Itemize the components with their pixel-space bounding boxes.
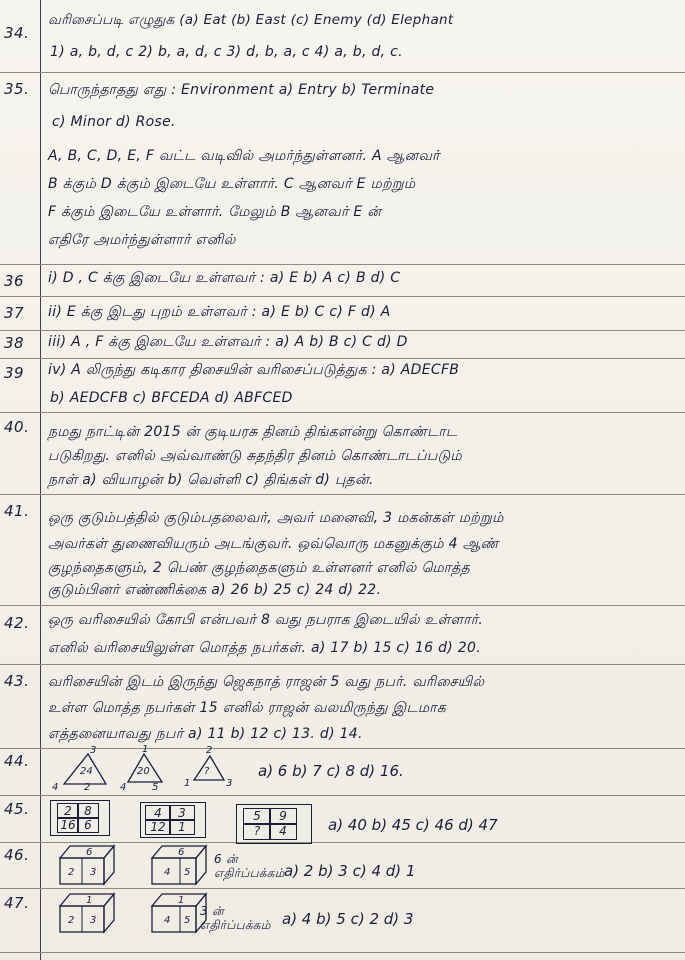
grid-cell: 5 [243,808,271,825]
triangle-1-right: 2 [84,782,91,793]
rule-line [0,412,685,413]
question-text: படுகிறது. எனில் அவ்வாண்டு சுதந்திர தினம் கொண்டாடப்படும் [48,448,462,464]
cube-1-side: 3 [90,915,97,926]
triangle-1-center: 24 [80,766,93,777]
answer-options: குடும்பினர் எண்ணிக்கை a) 26 b) 25 c) 24 d) 22. [48,582,382,598]
passage-text: எதிரே அமர்ந்துள்ளார் எனில் [48,232,236,248]
cube-1 [60,846,114,884]
triangle-3 [184,745,232,789]
question-number: 34. [4,24,30,42]
passage-text: F க்கும் இடையே உள்ளார். மேலும் B ஆனவர் E ன் [48,204,382,220]
triangle-1 [52,745,106,793]
grid-cell: 3 [169,805,195,821]
triangle-3-right: 3 [226,778,233,789]
rule-line [0,264,685,265]
rule-line [0,494,685,495]
grid-cell: 6 [77,817,99,833]
grid-cell: 2 [57,803,79,819]
cube-1-top: 6 [86,847,93,858]
number-grid-3 [236,804,312,844]
triangle-3-left: 1 [184,778,191,789]
answer-options: a) 2 b) 3 c) 4 d) 1 [284,862,416,880]
answer-options: 1) a, b, d, c 2) b, a, d, c 3) d, b, a, c 4) a, b, d, c. [50,44,403,60]
answer-options: a) 6 b) 7 c) 8 d) 16. [258,762,404,780]
cube-2-front: 4 [164,867,171,878]
triangle-puzzle [44,744,294,794]
answer-options: எத்தனையாவது நபர் a) 11 b) 12 c) 13. d) 14. [48,726,363,742]
number-grid-2 [140,802,206,838]
passage-text: A, B, C, D, E, F வட்ட வடிவில் அமர்ந்துள்ளனர். A ஆனவர் [48,148,440,164]
grid-cell: 12 [145,819,171,835]
question-number: 47. [4,894,30,912]
cube-puzzle [56,890,216,940]
cube-1-side: 3 [90,867,97,878]
cube-1-front: 2 [68,867,75,878]
triangle-2-left: 4 [120,782,127,793]
grid-cell: 16 [57,817,79,833]
question-number: 41. [4,502,30,520]
cube-1-top: 1 [86,895,93,906]
number-grid-1 [50,800,110,836]
rule-line [0,795,685,796]
cube-2-front: 4 [164,915,171,926]
grid-cell: 1 [169,819,195,835]
triangle-2-top: 1 [142,744,149,755]
grid-cell: ? [243,823,271,840]
answer-options: a) 40 b) 45 c) 46 d) 47 [328,816,498,834]
margin-line [40,0,41,960]
question-text: குழந்தைகளும், 2 பெண் குழந்தைகளும் உள்ளனர் எனில் மொத்த [48,560,471,576]
question-number: 35. [4,80,30,98]
cube-2-side: 5 [184,915,191,926]
answer-options: a) 4 b) 5 c) 2 d) 3 [282,910,414,928]
cube-2-top: 1 [178,895,185,906]
triangle-2-center: 20 [137,766,150,777]
question-text: 6 ன் எதிர்ப்பக்கம் [214,852,285,880]
question-text: ஒரு குடும்பத்தில் குடும்பதலைவர், அவர் மனைவி, 3 மகன்கள் மற்றும் [48,510,504,526]
question-number: 44. [4,752,30,770]
question-text: iv) A லிருந்து கடிகார திசையின் வரிசைப்படுத்துக : a) ADECFB [48,362,460,378]
triangle-3-top: 2 [206,745,213,756]
question-text: iii) A , F க்கு இடையே உள்ளவர் : a) A b) B c) C d) D [48,334,408,350]
rule-line [0,358,685,359]
answer-options: c) Minor d) Rose. [52,114,176,130]
grid-cell: 9 [269,808,297,825]
question-text: ii) E க்கு இடது புறம் உள்ளவர் : a) E b) C c) F d) A [48,304,391,320]
triangle-2 [120,744,162,793]
rule-line [0,952,685,953]
question-number: 38 [4,334,25,352]
question-number: 46. [4,846,30,864]
rule-line [0,72,685,73]
rule-line [0,330,685,331]
cube-2 [152,846,206,884]
rule-line [0,605,685,606]
question-text: உள்ள மொத்த நபர்கள் 15 எனில் ராஜன் வலமிருந்து இடமாக [48,700,447,716]
cube-puzzle [56,840,216,890]
cube-1-front: 2 [68,915,75,926]
answer-options: நாள் a) வியாழன் b) வெள்ளி c) திங்கள் d) புதன். [48,472,374,488]
question-text: நமது நாட்டின் 2015 ன் குடியரசு தினம் திங்களன்று கொண்டாட [48,424,458,440]
question-number: 39 [4,364,25,382]
question-text: i) D , C க்கு இடையே உள்ளவர் : a) E b) A c) B d) C [48,270,401,286]
cube-2-side: 5 [184,867,191,878]
question-number: 45. [4,800,30,818]
rule-line [0,296,685,297]
question-number: 42. [4,614,30,632]
answer-options: எனில் வரிசையிலுள்ள மொத்த நபர்கள். a) 17 b) 15 c) 16 d) 20. [48,640,481,656]
question-text: ஒரு வரிசையில் கோபி என்பவர் 8 வது நபராக இடையில் உள்ளார். [48,612,484,628]
rule-line [0,664,685,665]
triangle-1-left: 4 [52,782,59,793]
question-number: 43. [4,672,30,690]
question-text: 3 ன் எதிர்ப்பக்கம் [200,904,271,932]
cube-2-top: 6 [178,847,185,858]
cube-2 [152,894,206,932]
triangle-1-top: 3 [90,745,97,756]
question-text: பொருந்தாதது எது : Environment a) Entry b) Terminate [48,82,435,98]
passage-text: B க்கும் D க்கும் இடையே உள்ளார். C ஆனவர் E மற்றும் [48,176,416,192]
question-text: வரிசையின் இடம் இருந்து ஜெகநாத் ராஜன் 5 வது நபர். வரிசையில் [48,674,485,690]
question-number: 36 [4,272,25,290]
cube-1 [60,894,114,932]
question-text: வரிசைப்படி எழுதுக (a) Eat (b) East (c) Enemy (d) Elephant [48,12,454,28]
grid-cell: 4 [269,823,297,840]
question-text: அவர்கள் துணைவியரும் அடங்குவர். ஒவ்வொரு மகனுக்கும் 4 ஆண் [48,536,499,552]
question-number: 37 [4,304,25,322]
question-number: 40. [4,418,30,436]
answer-options: b) AEDCFB c) BFCEDA d) ABFCED [50,390,293,406]
grid-cell: 4 [145,805,171,821]
triangle-3-center: ? [204,766,210,777]
grid-cell: 8 [77,803,99,819]
triangle-2-right: 5 [152,782,159,793]
